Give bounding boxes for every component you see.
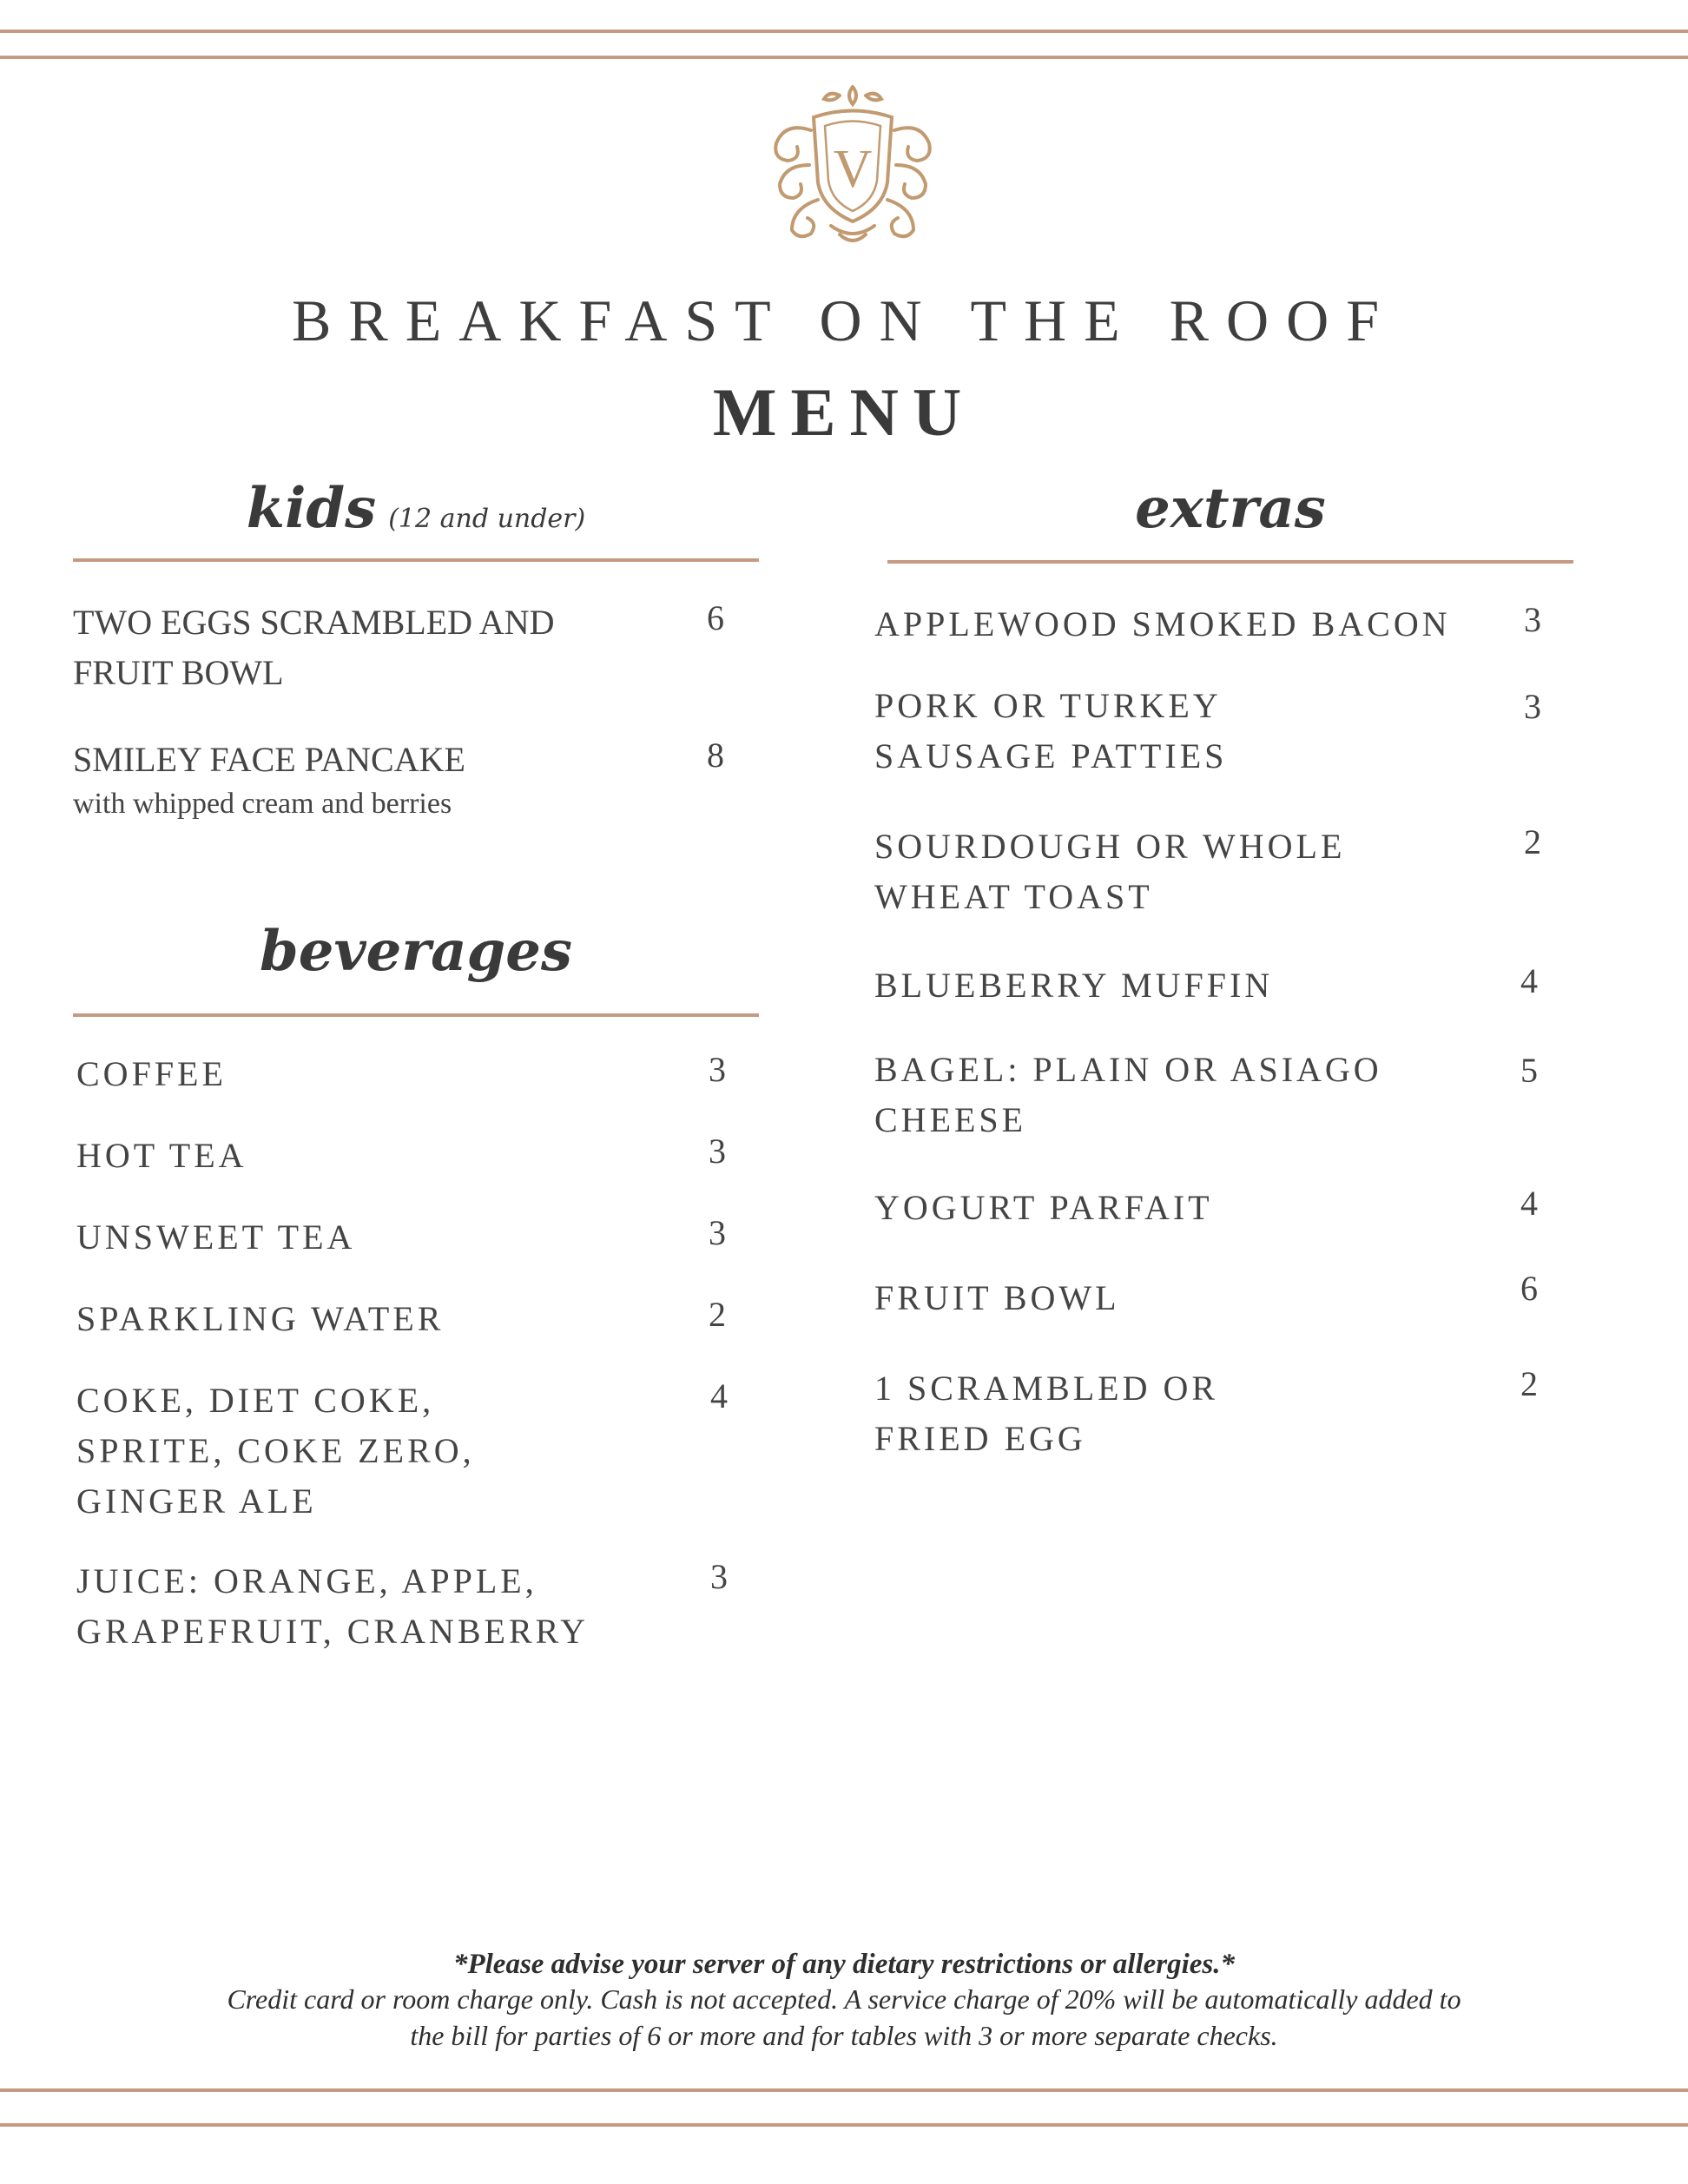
item-price: 4 [1520, 1184, 1538, 1223]
item-description: with whipped cream and berries [73, 788, 452, 820]
item-price: 4 [710, 1376, 728, 1415]
menu-item: FRUIT BOWL 6 [874, 1269, 1538, 1317]
item-price: 3 [709, 1132, 726, 1171]
top-border-rule-1 [0, 30, 1688, 33]
extras-rule [887, 560, 1573, 564]
kids-heading: kids (12 and under) [246, 476, 586, 541]
menu-item: SOURDOUGH OR WHOLE WHEAT TOAST 2 [874, 822, 1541, 916]
payment-notice-line1: Credit card or room charge only. Cash is not accepted. A service charge of 20% will be automatically added to [227, 1983, 1461, 2015]
menu-item: UNSWEET TEA 3 [76, 1213, 726, 1257]
kids-age-note: (12 and under) [388, 504, 586, 534]
beverages-rule [73, 1013, 759, 1017]
footer-notice [0, 1949, 1688, 2054]
page-title: BREAKFAST ON THE ROOF [291, 287, 1397, 353]
menu-item: BAGEL: PLAIN OR ASIAGO CHEESE 5 [874, 1050, 1538, 1139]
item-price: 3 [1524, 600, 1541, 639]
item-price: 4 [1520, 961, 1538, 1000]
item-price: 3 [709, 1213, 726, 1252]
item-price: 6 [1520, 1269, 1538, 1308]
item-price: 2 [1524, 822, 1541, 861]
item-price: 6 [707, 598, 724, 637]
allergy-notice: *Please advise your server of any dietary restrictions or allergies.* [452, 1949, 1236, 1980]
crest-logo-icon [757, 69, 948, 261]
item-price: 2 [1520, 1364, 1538, 1403]
payment-notice-line2: the bill for parties of 6 or more and for tables with 3 or more separate checks. [410, 2020, 1278, 2051]
menu-item: COKE, DIET COKE, SPRITE, COKE ZERO, GINGER ALE 4 [76, 1376, 728, 1521]
item-price: 3 [1524, 687, 1541, 726]
menu-item: SPARKLING WATER 2 [76, 1295, 726, 1338]
item-price: 8 [707, 736, 724, 775]
item-price: 3 [710, 1557, 728, 1596]
item-price: 2 [709, 1295, 726, 1334]
top-border-rule-2 [0, 56, 1688, 59]
menu-item: PORK OR TURKEY SAUSAGE PATTIES 3 [874, 686, 1541, 775]
menu-item: BLUEBERRY MUFFIN 4 [874, 961, 1538, 1005]
kids-rule [73, 558, 759, 562]
menu-item: YOGURT PARFAIT 4 [874, 1184, 1538, 1227]
item-price: 3 [709, 1050, 726, 1089]
menu-item: SMILEY FACE PANCAKE with whipped cream and berries 8 [73, 735, 733, 823]
menu-item: COFFEE 3 [76, 1050, 726, 1093]
menu-item: 1 SCRAMBLED OR FRIED EGG 2 [874, 1364, 1538, 1458]
bottom-border-rule-1 [0, 2088, 1688, 2092]
menu-item: HOT TEA 3 [76, 1132, 726, 1175]
beverages-heading: beverages [259, 919, 573, 984]
svg-text:V: V [833, 140, 873, 199]
item-price: 5 [1520, 1051, 1538, 1090]
bottom-border-rule-2 [0, 2123, 1688, 2127]
page-subtitle: MENU [712, 374, 976, 450]
extras-heading: extras [1135, 476, 1326, 541]
menu-item: JUICE: ORANGE, APPLE, GRAPEFRUIT, CRANBERRY 3 [76, 1557, 728, 1651]
menu-item: APPLEWOOD SMOKED BACON 3 [874, 600, 1541, 643]
menu-item: TWO EGGS SCRAMBLED AND FRUIT BOWL 6 [73, 598, 724, 692]
